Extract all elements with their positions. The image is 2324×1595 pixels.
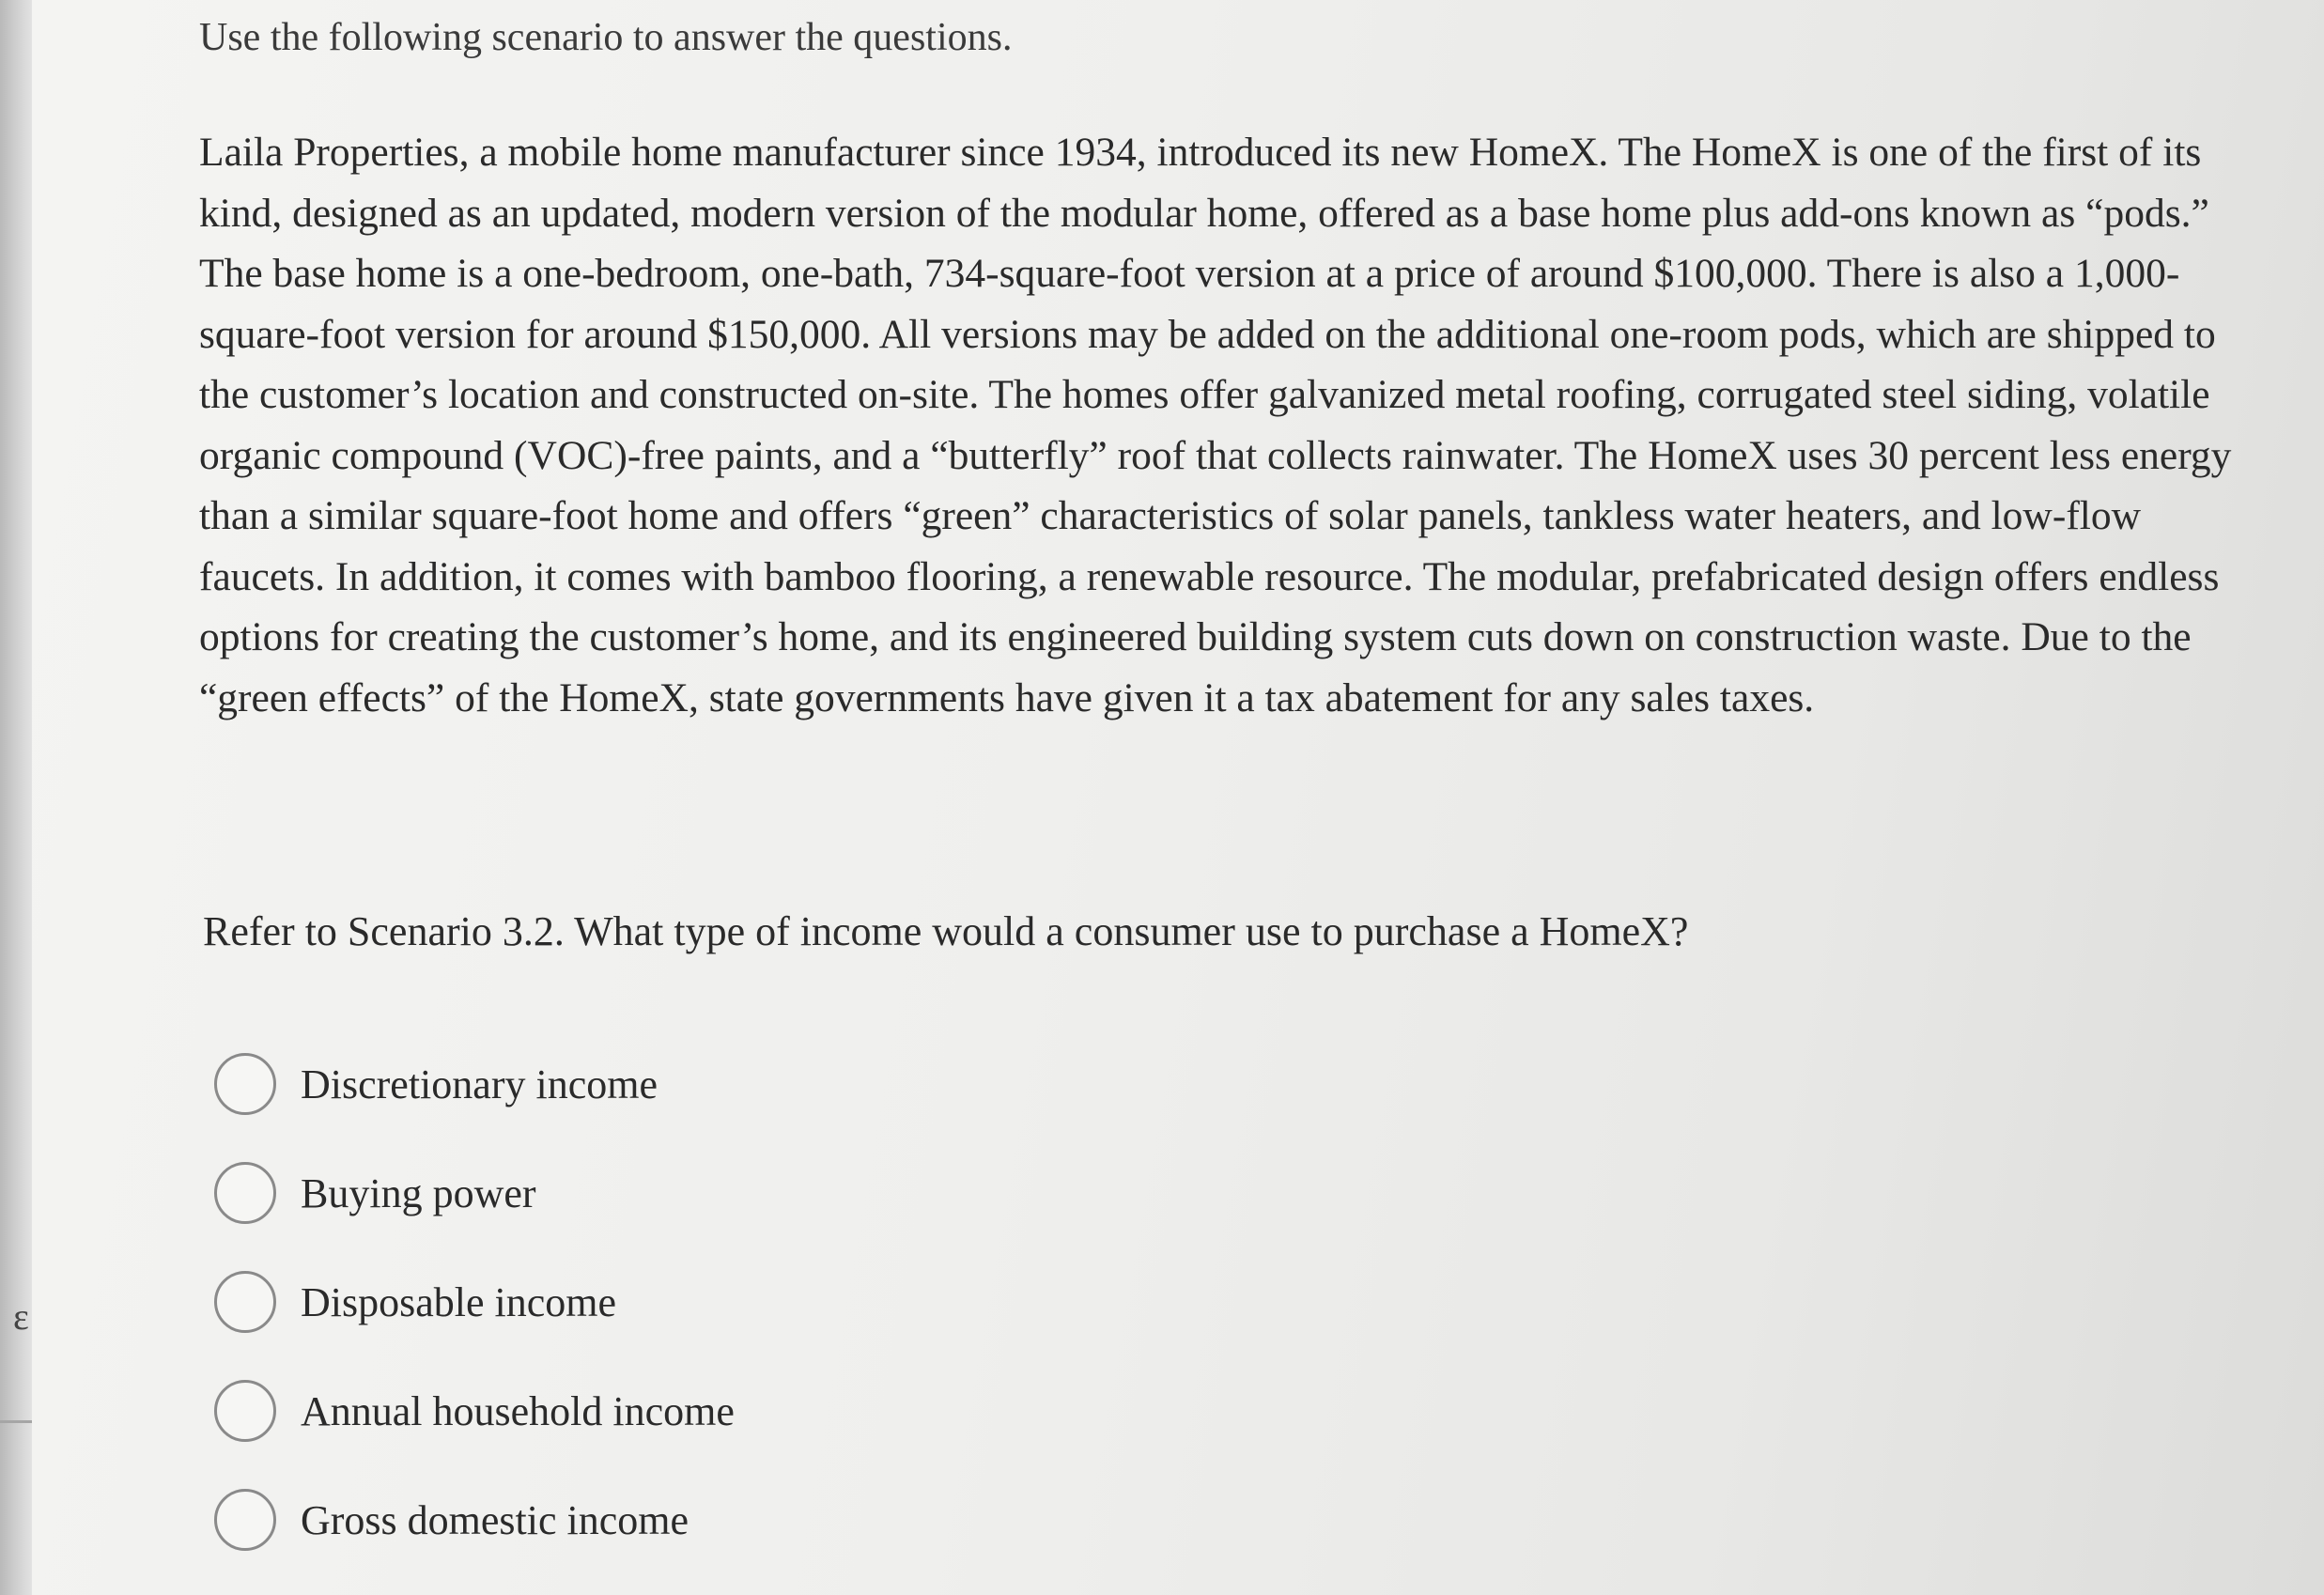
answer-option-label: Annual household income [301, 1387, 735, 1434]
scenario-heading-text: Use the following scenario to answer the questions. [199, 16, 1013, 59]
answer-options [214, 1050, 735, 1595]
answer-option-buying-power[interactable] [214, 1159, 735, 1227]
answer-option-gross-domestic-income[interactable] [214, 1486, 735, 1554]
radio-button[interactable] [214, 1489, 276, 1551]
bezel-line [0, 1420, 32, 1423]
scenario-heading [199, 16, 1013, 77]
scenario-text: Laila Properties, a mobile home manufacturer since 1934, introduced its new HomeX. The HomeX is one of the first of its kind, designed as an updated, modern version of the modular home, offered as a base home plus add-ons known as “pods.” The base home is a one-bedroom, one-bath, 734-square-foot version at a price of around $100,000. There is also a 1,000-square-foot version for around $150,000. All versions may be added on the additional one-room pods, which are shipped to the customer’s location and constructed on-site. The homes offer galvanized metal roofing, corrugated steel siding, volatile organic compound (VOC)-free paints, and a “butterfly” roof that collects rainwater. The HomeX uses 30 percent less energy than a similar square-foot home and offers “green” characteristics of solar panels, tankless water heaters, and low-flow faucets. In addition, it comes with bamboo flooring, a renewable resource. The modular, prefabricated design offers endless options for creating the customer’s home, and its engineered building system cuts down on construction waste. Due to the “green effects” of the HomeX, state governments have given it a tax abatement for any sales taxes. [199, 130, 2232, 720]
edge-mark: ε [13, 1295, 29, 1338]
radio-button[interactable] [214, 1053, 276, 1115]
screen-bezel-left [0, 0, 32, 1595]
answer-option-annual-household-income[interactable] [214, 1377, 735, 1445]
answer-option-label: Gross domestic income [301, 1496, 689, 1543]
answer-option-label: Disposable income [301, 1278, 617, 1325]
answer-option-disposable-income[interactable] [214, 1268, 735, 1336]
answer-option-discretionary-income[interactable] [214, 1050, 735, 1118]
answer-option-label: Discretionary income [301, 1061, 658, 1107]
quiz-page [32, 0, 2324, 1595]
radio-button[interactable] [214, 1271, 276, 1333]
radio-button[interactable] [214, 1380, 276, 1442]
answer-option-label: Buying power [301, 1169, 536, 1216]
question-text: Refer to Scenario 3.2. What type of income would a consumer use to purchase a HomeX? [203, 908, 1689, 954]
radio-button[interactable] [214, 1162, 276, 1224]
